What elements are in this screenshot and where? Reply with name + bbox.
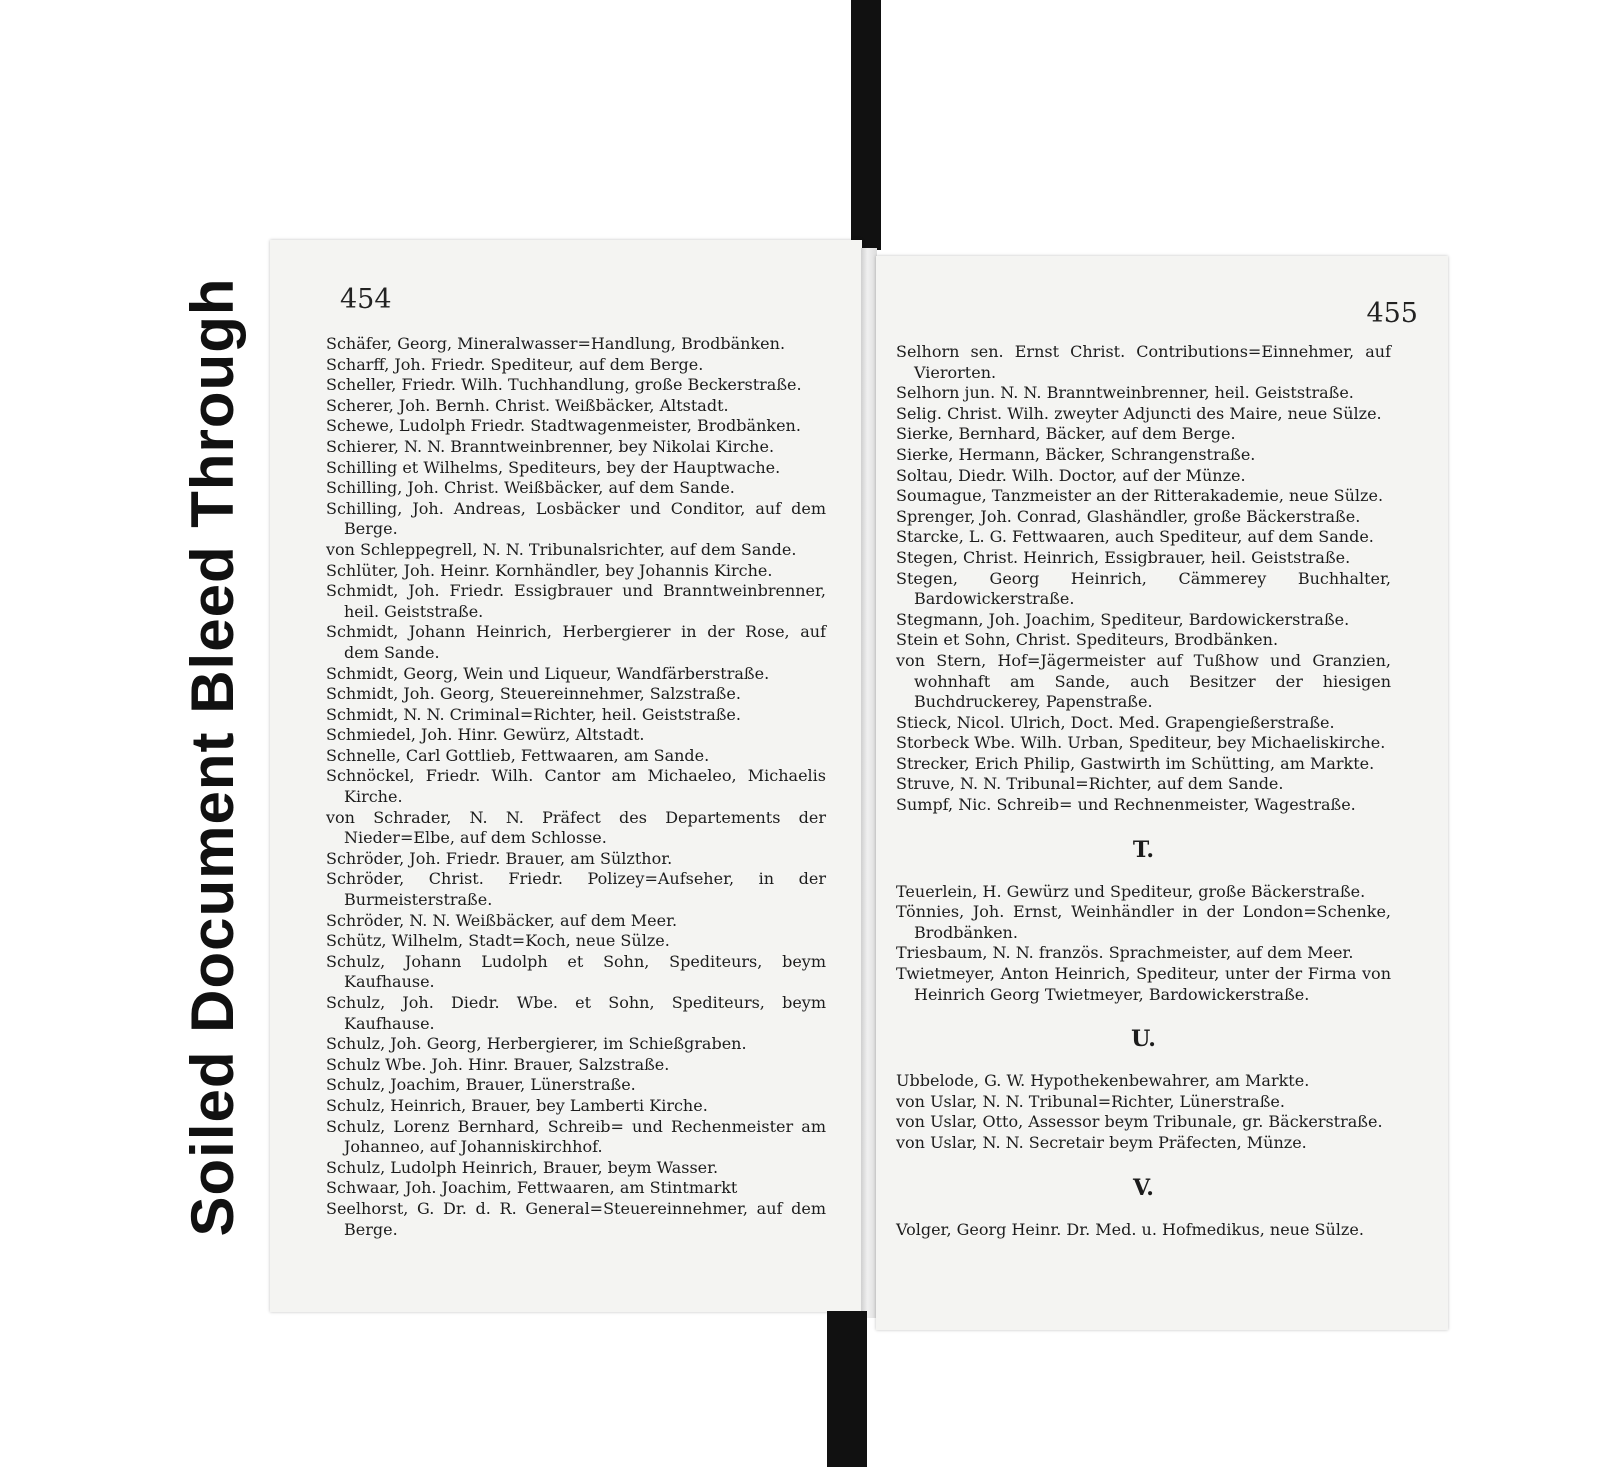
directory-entry: Soltau, Diedr. Wilh. Doctor, auf der Münze. xyxy=(896,465,1246,485)
bleed-through-label: Soiled Document Bleed Through xyxy=(179,277,246,1237)
left-entry-list xyxy=(326,334,826,1240)
directory-entry: Schewe, Ludolph Friedr. Stadtwagenmeister, Brodbänken. xyxy=(326,416,801,436)
directory-entry: von Uslar, Otto, Assessor beym Tribunale, gr. Bäckerstraße. xyxy=(896,1112,1383,1132)
directory-entry: Seelhorst, G. Dr. d. R. General=Steuereinnehmer, auf dem Berge. xyxy=(326,1198,826,1239)
directory-entry: von Stern, Hof=Jägermeister auf Tußhow und Granzien, wohnhaft am Sande, auch Besitzer der hiesigen Buchdruckerey, Papenstraße. xyxy=(896,650,1391,712)
right-entry-list xyxy=(896,342,1391,1240)
right-page xyxy=(876,256,1448,1330)
directory-entry: Starcke, L. G. Fettwaaren, auch Spediteur, auf dem Sande. xyxy=(896,527,1374,547)
directory-entry: Stegmann, Joh. Joachim, Spediteur, Bardowickerstraße. xyxy=(896,609,1350,629)
section-heading-u: U. xyxy=(1131,1026,1156,1053)
directory-entry: Sumpf, Nic. Schreib= und Rechnenmeister, Wagestraße. xyxy=(896,795,1356,815)
directory-entry: Schnöckel, Friedr. Wilh. Cantor am Michaeleo, Michaelis Kirche. xyxy=(326,766,826,807)
directory-entry: Strecker, Erich Philip, Gastwirth im Schütting, am Markte. xyxy=(896,753,1375,773)
section-v-list xyxy=(896,1220,1391,1241)
directory-entry: Schmiedel, Joh. Hinr. Gewürz, Altstadt. xyxy=(326,725,645,745)
directory-entry: Schmidt, Johann Heinrich, Herbergierer in der Rose, auf dem Sande. xyxy=(326,622,826,662)
directory-entry: Stegen, Georg Heinrich, Cämmerey Buchhalter, Bardowickerstraße. xyxy=(896,568,1391,609)
section-s-list xyxy=(896,342,1391,816)
directory-entry: Sierke, Hermann, Bäcker, Schrangenstraße. xyxy=(896,444,1256,464)
directory-entry: Selhorn jun. N. N. Branntweinbrenner, heil. Geiststraße. xyxy=(896,383,1354,403)
directory-entry: Schmidt, N. N. Criminal=Richter, heil. Geiststraße. xyxy=(326,704,741,724)
section-heading-v: V. xyxy=(1133,1174,1154,1201)
section-u-list xyxy=(896,1071,1391,1153)
directory-entry: Sierke, Bernhard, Bäcker, auf dem Berge. xyxy=(896,424,1236,444)
directory-entry: Schulz, Heinrich, Brauer, bey Lamberti Kirche. xyxy=(326,1095,708,1115)
directory-entry: Schmidt, Georg, Wein und Liqueur, Wandfärberstraße. xyxy=(326,663,770,683)
directory-entry: Schilling, Joh. Andreas, Losbäcker und Conditor, auf dem Berge. xyxy=(326,498,826,539)
directory-entry: Schulz, Joh. Georg, Herbergierer, im Schießgraben. xyxy=(326,1034,747,1054)
directory-entry: Schmidt, Joh. Friedr. Essigbrauer und Branntweinbrenner, heil. Geiststraße. xyxy=(326,581,826,621)
directory-entry: Selhorn sen. Ernst Christ. Contributions=Einnehmer, auf Vierorten. xyxy=(896,342,1391,382)
directory-entry: Schäfer, Georg, Mineralwasser=Handlung, Brodbänken. xyxy=(326,334,786,353)
directory-entry: Stegen, Christ. Heinrich, Essigbrauer, heil. Geiststraße. xyxy=(896,547,1351,567)
directory-entry: Schilling et Wilhelms, Spediteurs, bey der Hauptwache. xyxy=(326,457,781,477)
directory-entry: Struve, N. N. Tribunal=Richter, auf dem Sande. xyxy=(896,774,1284,794)
directory-entry: Schulz, Joh. Diedr. Wbe. et Sohn, Spediteurs, beym Kaufhause. xyxy=(326,993,826,1033)
directory-entry: Schnelle, Carl Gottlieb, Fettwaaren, am Sande. xyxy=(326,745,710,765)
directory-entry: Stein et Sohn, Christ. Spediteurs, Brodbänken. xyxy=(896,630,1279,650)
directory-entry: Schröder, Christ. Friedr. Polizey=Aufseher, in der Burmeisterstraße. xyxy=(326,869,826,910)
directory-entry: Soumague, Tanzmeister an der Ritterakademie, neue Sülze. xyxy=(896,486,1384,506)
section-t-list xyxy=(896,882,1391,1006)
directory-entry: Triesbaum, N. N. französ. Sprachmeister, auf dem Meer. xyxy=(896,943,1354,963)
directory-entry: Schulz, Johann Ludolph et Sohn, Spediteurs, beym Kaufhause. xyxy=(326,951,826,992)
section-heading-t: T. xyxy=(1132,836,1155,863)
bleed-through-label-strip xyxy=(168,242,258,1272)
directory-entry: Schulz Wbe. Joh. Hinr. Brauer, Salzstraße. xyxy=(326,1054,670,1074)
directory-entry: Scherer, Joh. Bernh. Christ. Weißbäcker, Altstadt. xyxy=(326,395,729,415)
directory-entry: von Schrader, N. N. Präfect des Departements der Nieder=Elbe, auf dem Schlosse. xyxy=(326,807,826,848)
directory-entry: von Uslar, N. N. Tribunal=Richter, Lünerstraße. xyxy=(896,1091,1285,1111)
directory-entry: von Schleppegrell, N. N. Tribunalsrichter, auf dem Sande. xyxy=(326,539,797,559)
directory-entry: Schulz, Ludolph Heinrich, Brauer, beym Wasser. xyxy=(326,1157,719,1177)
directory-entry: Storbeck Wbe. Wilh. Urban, Spediteur, bey Michaeliskirche. xyxy=(896,733,1386,753)
book-gutter xyxy=(861,248,877,1318)
directory-entry: Teuerlein, H. Gewürz und Spediteur, große Bäckerstraße. xyxy=(896,881,1366,901)
directory-entry: Sprenger, Joh. Conrad, Glashändler, große Bäckerstraße. xyxy=(896,506,1361,526)
directory-entry: Schulz, Joachim, Brauer, Lünerstraße. xyxy=(326,1075,636,1095)
directory-entry: Schierer, N. N. Branntweinbrenner, bey Nikolai Kirche. xyxy=(326,436,775,456)
binding-bar-bottom xyxy=(827,1311,867,1467)
directory-entry: Volger, Georg Heinr. Dr. Med. u. Hofmedikus, neue Sülze. xyxy=(896,1219,1364,1239)
directory-entry: Stieck, Nicol. Ulrich, Doct. Med. Grapengießerstraße. xyxy=(896,712,1335,732)
directory-entry: Tönnies, Joh. Ernst, Weinhändler in der London=Schenke, Brodbänken. xyxy=(896,902,1391,942)
directory-entry: Scheller, Friedr. Wilh. Tuchhandlung, große Beckerstraße. xyxy=(326,375,802,395)
page-number-right: 455 xyxy=(1366,298,1418,329)
page-number-left: 454 xyxy=(340,284,392,315)
directory-entry: Schlüter, Joh. Heinr. Kornhändler, bey Johannis Kirche. xyxy=(326,560,773,580)
directory-entry: Schilling, Joh. Christ. Weißbäcker, auf dem Sande. xyxy=(326,478,735,498)
directory-entry: Ubbelode, G. W. Hypothekenbewahrer, am Markte. xyxy=(896,1071,1310,1091)
directory-entry: Schütz, Wilhelm, Stadt=Koch, neue Sülze. xyxy=(326,931,670,951)
left-page xyxy=(270,240,862,1312)
directory-entry: Schröder, N. N. Weißbäcker, auf dem Meer. xyxy=(326,910,678,930)
directory-entry: von Uslar, N. N. Secretair beym Präfecten, Münze. xyxy=(896,1133,1307,1152)
directory-entry: Selig. Christ. Wilh. zweyter Adjuncti des Maire, neue Sülze. xyxy=(896,403,1382,423)
directory-entry: Twietmeyer, Anton Heinrich, Spediteur, unter der Firma von Heinrich Georg Twietmeyer, Bardowickerstraße. xyxy=(896,964,1391,1004)
directory-entry: Schröder, Joh. Friedr. Brauer, am Sülzthor. xyxy=(326,848,673,868)
directory-entry: Schmidt, Joh. Georg, Steuereinnehmer, Salzstraße. xyxy=(326,684,741,704)
directory-entry: Scharff, Joh. Friedr. Spediteur, auf dem Berge. xyxy=(326,354,704,374)
directory-entry: Schulz, Lorenz Bernhard, Schreib= und Rechenmeister am Johanneo, auf Johanniskirchhof. xyxy=(326,1116,826,1157)
directory-entry: Schwaar, Joh. Joachim, Fettwaaren, am Stintmarkt xyxy=(326,1178,738,1198)
binding-bar-top xyxy=(851,0,881,250)
